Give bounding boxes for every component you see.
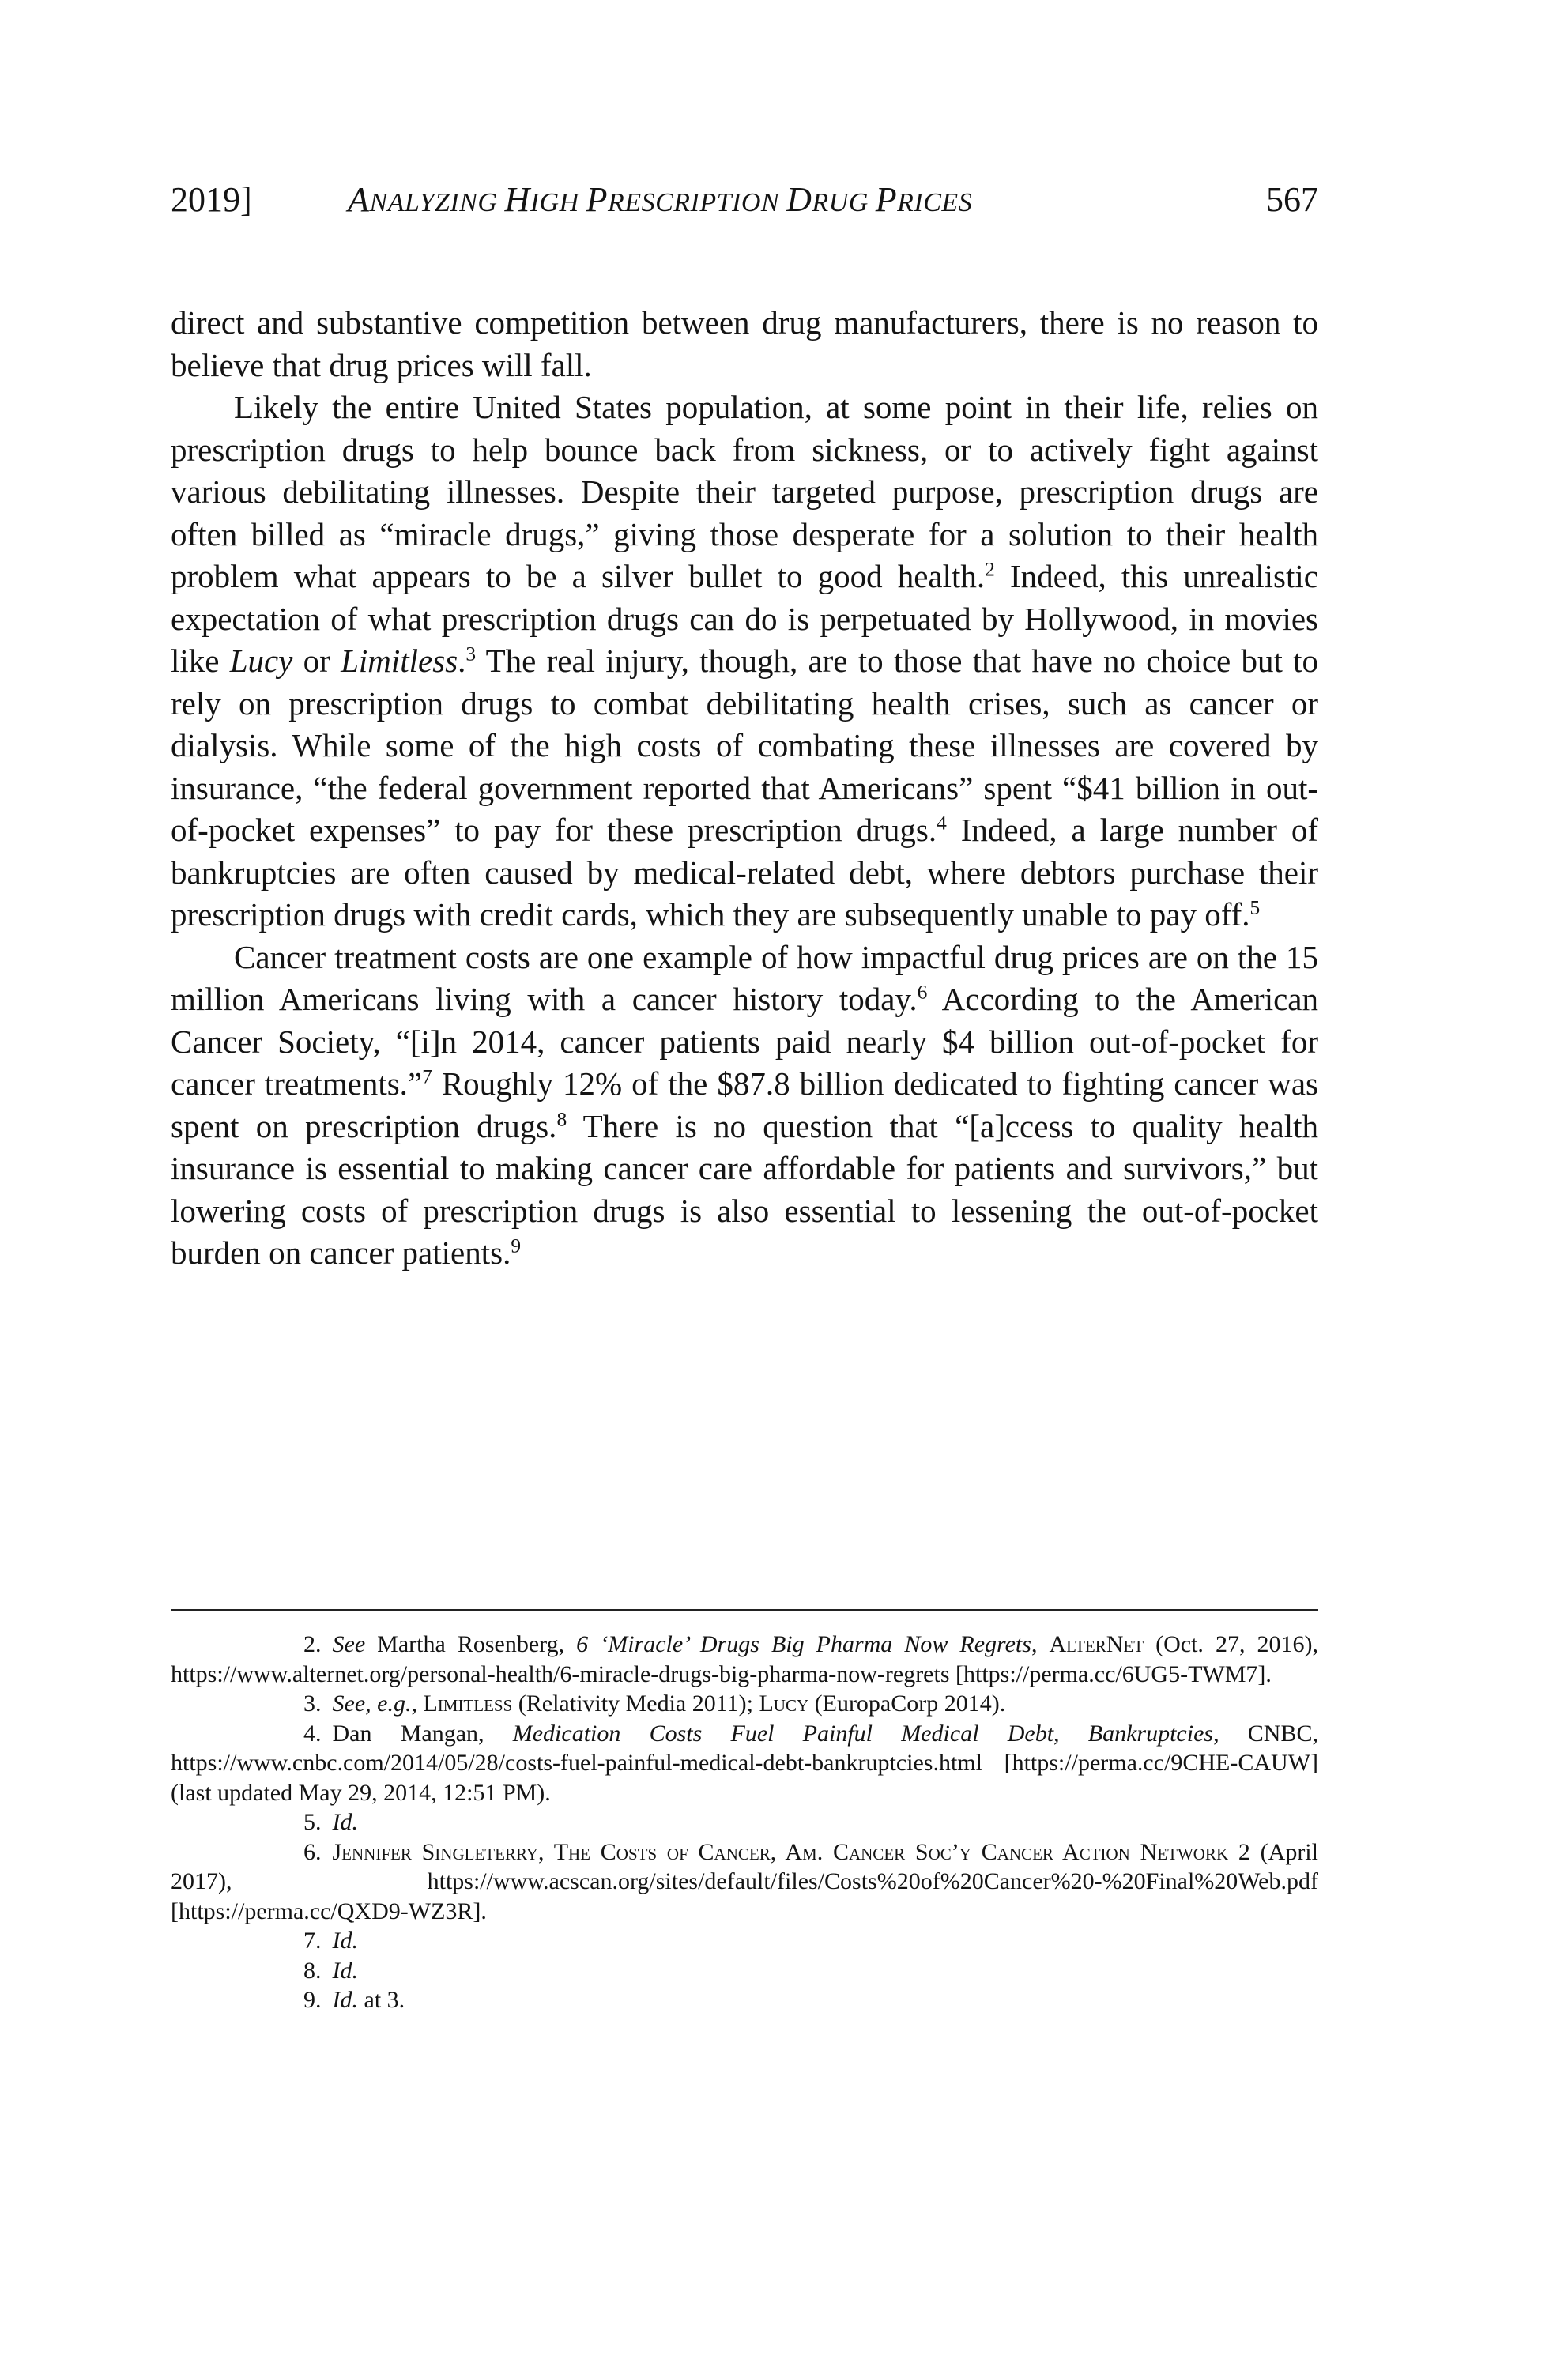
footnote-7: 7. Id. [303,1928,358,1954]
footnote-ref-9[interactable]: 9 [511,1234,522,1257]
volume-year: 2019] [171,180,252,219]
footnote-5: 5. Id. [303,1809,358,1835]
footnote-divider [171,1609,1318,1611]
running-head [171,172,1318,228]
footnote-4: 4. Dan Mangan, Medication Costs Fuel Painful Medical Debt, Bankruptcies, CNBC, https://www.cnbc.com/2014/05/28/costs-fuel-painful-medical-debt-bankruptcies.html [https://perma.cc/9CHE-CAUW] (last updated May 29, 2014, 12:51 PM). [171,1720,1318,1806]
footnote-ref-3[interactable]: 3 [466,643,477,665]
body-text [171,302,1318,1275]
footnote-2: 2. See Martha Rosenberg, 6 ‘Miracle’ Drugs Big Pharma Now Regrets, AlterNet (Oct. 27, 2016), https://www.alternet.org/personal-health/6-miracle-drugs-big-pharma-now-regrets [https://perma.cc/6UG5-TWM7]. [171,1631,1318,1687]
footnotes [171,1630,1318,2015]
footnote-ref-7[interactable]: 7 [422,1065,432,1088]
footnote-8: 8. Id. [303,1957,358,1984]
footnote-ref-4[interactable]: 4 [937,812,947,835]
footnote-ref-2[interactable]: 2 [985,558,995,581]
paragraph-1: direct and substantive competition between drug manufacturers, there is no reason to believe that drug prices will fall. [171,304,1318,383]
paragraph-3: Cancer treatment costs are one example of how impactful drug prices are on the 15 million Americans living with a cancer history today.$^6$ According to the American Cancer Society, “[i]n 2014, cancer patients paid nearly $4 billion out-of-pocket for cancer treatments.”$^7$ Roughly 12% of the $87.8 billion dedicated to fighting cancer was spent on prescription drugs.$^8$ There is no question that “[a]ccess to quality health insurance is essential to making cancer care affordable for patients and survivors,” but lowering costs of prescription drugs is also essential to lessening the out-of-pocket burden on cancer patients.$^9$ [171,938,1318,1271]
footnote-6: 6. Jennifer Singleterry, The Costs of Cancer, Am. Cancer Soc’y Cancer Action Network 2 (April 2017), https://www.acscan.org/sites/default/files/Costs%20of%20Cancer%20-%20Final%20Web.pdf [https://perma.cc/QXD9-WZ3R]. [171,1838,1318,1924]
footnote-3: 3. See, e.g., Limitless (Relativity Media 2011); Lucy (EuropaCorp 2014). [303,1690,1006,1717]
footnote-ref-8[interactable]: 8 [556,1107,567,1130]
footnote-9: 9. Id. at 3. [303,1987,405,2013]
paragraph-2: Likely the entire United States population, at some point in their life, relies on prescription drugs to help bounce back from sickness, or to actively fight against various debilitating illnesses. Despite their targeted purpose, prescription drugs are often billed as “miracle drugs,” giving those desperate for a solution to their health problem what appears to be a silver bullet to good health.$^2$ Indeed, this unrealistic expectation of what prescription drugs can do is perpetuated by Hollywood, in movies like Lucy or Limitless.$^3$ The real injury, though, are to those that have no choice but to rely on prescription drugs to combat debilitating health crises, such as cancer or dialysis. While some of the high costs of combating these illnesses are covered by insurance, “the federal government reported that Americans” spent “$41 billion in out-of-pocket expenses” to pay for these prescription drugs.$^4$ Indeed, a large number of bankruptcies are often caused by medical-related debt, where debtors purchase their prescription drugs with credit cards, which they are subsequently unable to pay off.$^5$ [171,389,1319,933]
page-number: 567 [1266,180,1318,219]
footnote-ref-5[interactable]: 5 [1250,896,1261,919]
running-title: ANALYZING HIGH PRESCRIPTION DRUG PRICES [348,180,973,219]
footnote-ref-6[interactable]: 6 [917,981,928,1004]
